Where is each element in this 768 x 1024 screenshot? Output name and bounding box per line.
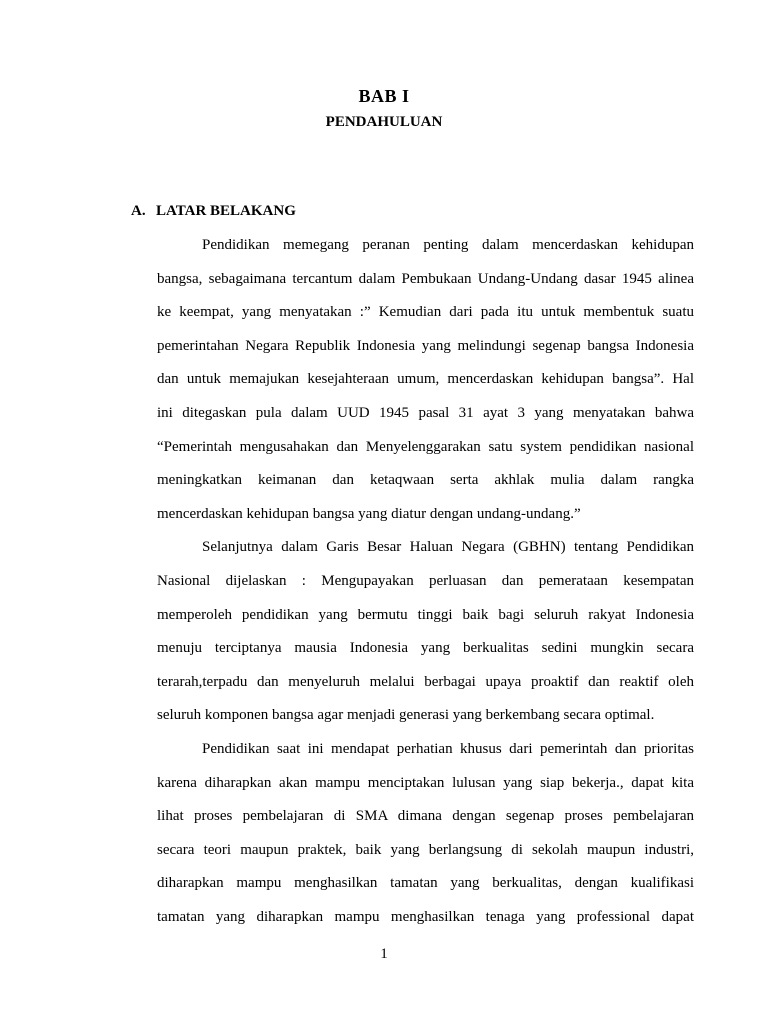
text-line: Pendidikan saat ini mendapat perhatian khusus dari pemerintah dan prioritas xyxy=(202,740,694,757)
section-heading xyxy=(131,203,296,220)
text-line: terarah,terpadu dan menyeluruh melalui berbagai upaya proaktif dan reaktif oleh xyxy=(157,673,694,690)
text-line: diharapkan mampu menghasilkan tamatan yang berkualitas, dengan kualifikasi xyxy=(157,875,694,892)
text-line: Selanjutnya dalam Garis Besar Haluan Negara (GBHN) tentang Pendidikan xyxy=(202,539,694,556)
text-line: menuju terciptanya mausia Indonesia yang berkualitas sedini mungkin secara xyxy=(157,640,694,657)
text-line: ke keempat, yang menyatakan :” Kemudian dari pada itu untuk membentuk suatu xyxy=(157,304,694,321)
text-line: mencerdaskan kehidupan bangsa yang diatur dengan undang-undang.” xyxy=(157,505,581,522)
text-line: ini ditegaskan pula dalam UUD 1945 pasal 31 ayat 3 yang menyatakan bahwa xyxy=(157,404,694,421)
text-line: secara teori maupun praktek, baik yang berlangsung di sekolah maupun industri, xyxy=(157,841,694,858)
chapter-title: PENDAHULUAN xyxy=(325,114,443,130)
text-line: Pendidikan memegang peranan penting dalam mencerdaskan kehidupan xyxy=(202,237,694,253)
text-line: Nasional dijelaskan : Mengupayakan perluasan dan pemerataan kesempatan xyxy=(157,572,694,589)
text-line: bangsa, sebagaimana tercantum dalam Pembukaan Undang-Undang dasar 1945 alinea xyxy=(157,270,694,287)
chapter-number: BAB I xyxy=(358,86,410,106)
page-number: 1 xyxy=(380,946,388,962)
text-line: tamatan yang diharapkan mampu menghasilkan tenaga yang professional dapat xyxy=(157,908,694,925)
text-line: karena diharapkan akan mampu menciptakan lulusan yang siap bekerja., dapat kita xyxy=(157,774,694,791)
section-letter: A. xyxy=(131,203,146,219)
text-line: “Pemerintah mengusahakan dan Menyelenggarakan satu system pendidikan nasional xyxy=(157,438,694,455)
text-line: pemerintahan Negara Republik Indonesia yang melindungi segenap bangsa Indonesia xyxy=(157,337,694,354)
text-line: seluruh komponen bangsa agar menjadi generasi yang berkembang secara optimal. xyxy=(157,707,655,724)
body-text xyxy=(157,235,694,940)
text-line: dan untuk memajukan kesejahteraan umum, mencerdaskan kehidupan bangsa”. Hal xyxy=(157,371,694,388)
text-line: lihat proses pembelajaran di SMA dimana dengan segenap proses pembelajaran xyxy=(157,808,694,825)
text-line: memperoleh pendidikan yang bermutu tinggi baik bagi seluruh rakyat Indonesia xyxy=(157,606,694,623)
section-title: LATAR BELAKANG xyxy=(156,203,296,219)
text-line: meningkatkan keimanan dan ketaqwaan serta akhlak mulia dalam rangka xyxy=(157,472,694,489)
